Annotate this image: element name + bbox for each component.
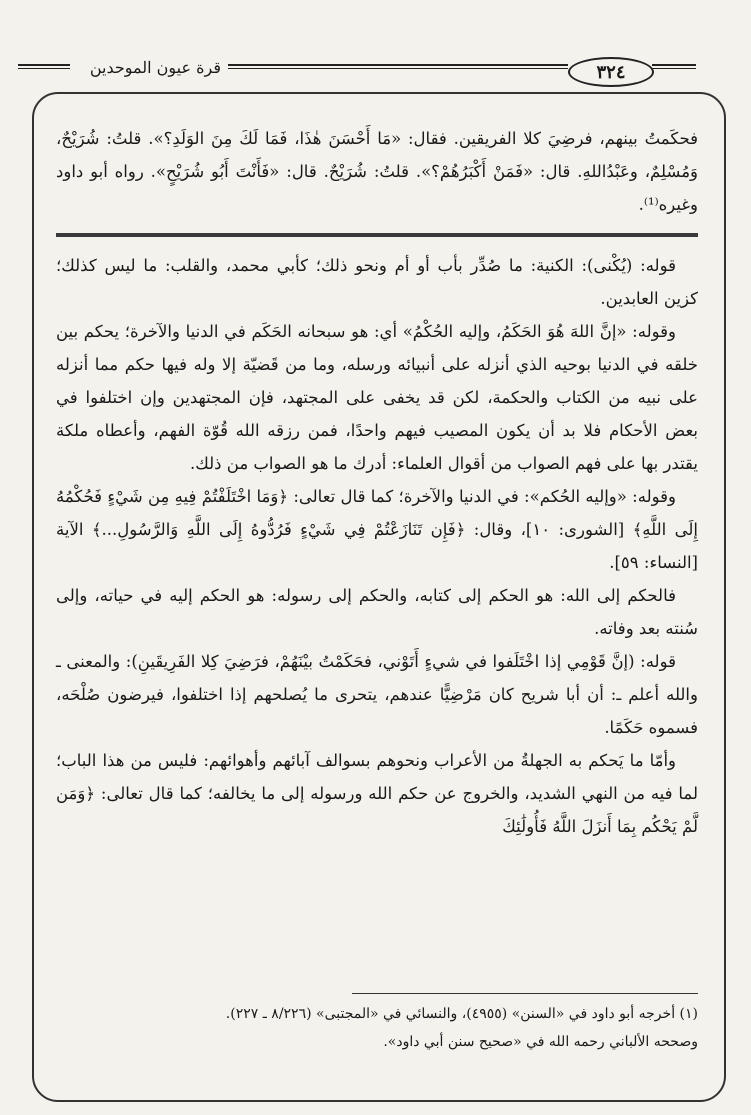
header-rule-middle bbox=[228, 64, 568, 69]
header-rule-right bbox=[652, 64, 696, 69]
page-header bbox=[0, 0, 751, 90]
section-divider bbox=[56, 233, 698, 237]
commentary-paragraph: وقوله: «إنَّ اللهَ هُوَ الحَكَمُ، وإليه الحُكْمُ» أي: هو سبحانه الحَكَم في الدنيا والآخرة؛ يحكم بين خلقه في الدنيا بوحيه الذي أنزله على أنبيائه ورسله، وما من قَضيّة إلا وله فيها حكم مما أنزله على نبيه من الكتاب والحكمة، لكن قد يخفى على المجتهد، فإن المجتهدين وإن اختلفوا في بعض الأحكام فلا بد أن يكون المصيب فيهم واحدًا، فمن رزقه الله قُوّة الفهم، وأعطاه ملكة يقتدر بها على فهم الصواب من أقوال العلماء: أدرك ما هو الصواب من ذلك. bbox=[56, 322, 698, 473]
commentary-paragraph: قوله: (إنَّ قَوْمِي إذا اخْتَلَفوا في شيءٍ أَتَوْني، فحَكَمْتُ بيْنَهُمْ، فرَضِيَ كِلا الفَرِيقَينِ): والمعنى ـ والله أعلم ـ: أن أبا شريح كان مَرْضِيًّا عندهم، يتحرى ما يُصلحهم إذا اختلفوا، فيرضون صُلْحَه، فسموه حَكَمًا. bbox=[56, 652, 698, 737]
book-title: قرة عيون الموحدين bbox=[89, 58, 221, 77]
hadith-paragraph: فحكَمتُ بينهم، فرضِيَ كلا الفريقين. فقال: «مَا أَحْسَنَ هٰذَا، فَمَا لَكَ مِنَ الوَلَدِ؟». قلتُ: شُرَيْحٌ، وَمُسْلِمٌ، وعَبْدُاللهِ. قال: «فَمَنْ أَكْبَرُهُمْ؟». قلتُ: شُرَيْحٌ. قال: «فَأَنْتَ أَبُو شُرَيْحٍ». رواه أبو داود وغيره⁽¹⁾. bbox=[56, 129, 698, 214]
footnote-separator bbox=[352, 993, 698, 994]
page-number: ٣٢٤ bbox=[568, 57, 654, 87]
footnotes bbox=[56, 1000, 698, 1056]
footnote-line: وصححه الألباني رحمه الله في «صحيح سنن أبي داود». bbox=[383, 1034, 698, 1050]
commentary-paragraph: وقوله: «وإليه الحُكم»: في الدنيا والآخرة؛ كما قال تعالى: ﴿وَمَا اخْتَلَفْتُمْ فِيهِ مِن شَيْءٍ فَحُكْمُهُ إِلَى اللَّهِ﴾ [الشورى: ١٠]، وقال: ﴿فَإِن تَنَازَعْتُمْ فِي شَيْءٍ فَرُدُّوهُ إِلَى اللَّهِ وَالرَّسُولِ...﴾ الآية [النساء: ٥٩]. bbox=[56, 487, 698, 572]
commentary-paragraph: فالحكم إلى الله: هو الحكم إلى كتابه، والحكم إلى رسوله: هو الحكم إليه في حياته، وإلى سُنته بعد وفاته. bbox=[56, 586, 698, 638]
header-rule-left bbox=[18, 64, 70, 69]
main-text bbox=[56, 122, 698, 843]
footnote-line: (١) أخرجه أبو داود في «السنن» (٤٩٥٥)، والنسائي في «المجتبى» (٨/٢٢٦ ـ ٢٢٧). bbox=[225, 1006, 698, 1022]
commentary-paragraph: وأمّا ما يَحكم به الجهلةُ من الأعراب ونحوهم بسوالف آبائهم وأهوائهم: فليس من هذا الباب؛ لما فيه من النهي الشديد، والخروج عن حكم الله ورسوله إلى ما يخالفه؛ كما قال تعالى: ﴿وَمَن لَّمْ يَحْكُم بِمَا أَنزَلَ اللَّهُ فَأُولَٰئِكَ bbox=[56, 751, 698, 836]
commentary-paragraph: قوله: (يُكْنى): الكنية: ما صُدِّر بأب أو أم ونحو ذلك؛ كأبي محمد، والقلب: ما ليس كذلك؛ كزين العابدين. bbox=[56, 256, 698, 308]
